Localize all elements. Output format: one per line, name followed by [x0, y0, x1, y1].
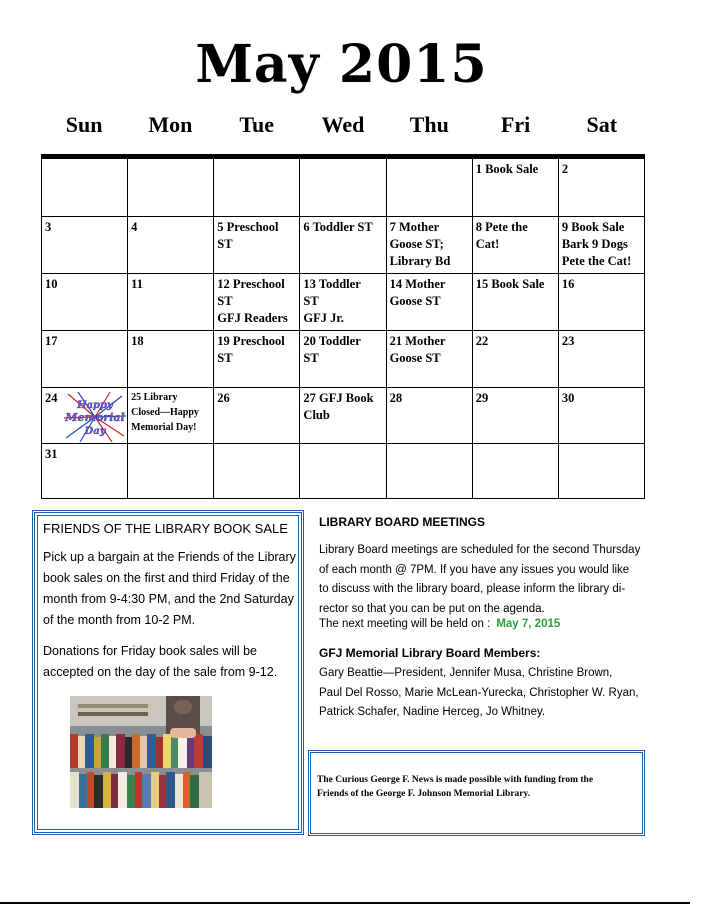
day-entry	[217, 333, 296, 350]
board-members-title: GFJ Memorial Library Board Members:	[319, 646, 541, 660]
event-text: Memorial Day!	[131, 422, 197, 433]
day-entry	[303, 219, 382, 236]
calendar-day-cell	[473, 444, 559, 499]
event-text: ST	[217, 351, 233, 365]
day-number: 18	[131, 334, 144, 348]
day-entry	[131, 390, 210, 405]
day-entry	[562, 390, 641, 407]
day-entry	[390, 390, 469, 407]
calendar-day-cell	[128, 444, 214, 499]
bottom-rule	[0, 902, 690, 904]
day-entry	[562, 219, 641, 236]
event-text: Cat!	[475, 237, 500, 251]
event-text: Book Sale	[485, 162, 539, 176]
day-number: 6	[303, 220, 310, 234]
calendar-day-cell	[128, 217, 214, 274]
calendar-day-cell	[559, 444, 645, 499]
day-entry	[303, 276, 382, 293]
board-body-line: Library Board meetings are scheduled for the second Thursday	[319, 544, 641, 556]
day-entry	[303, 390, 382, 407]
memorial-art-word: Memorial	[65, 411, 125, 424]
event-text: Pete the Cat!	[561, 254, 632, 268]
event-text: Goose ST	[389, 294, 441, 308]
day-number: 28	[389, 391, 403, 405]
calendar-day-cell	[559, 331, 645, 388]
calendar-day-cell	[300, 274, 386, 331]
event-text: Club	[303, 408, 330, 422]
memorial-art-word: Day	[84, 426, 106, 437]
day-number: 11	[131, 277, 143, 291]
calendar-day-cell	[387, 331, 473, 388]
page-title: May 2015	[195, 34, 488, 95]
day-number: 31	[45, 447, 58, 461]
event-text: GFJ Readers	[217, 311, 288, 325]
calendar-day-cell	[214, 444, 300, 499]
friends-p2-line: accepted on the day of the sale from 9-12.	[43, 665, 278, 679]
calendar-day-cell	[300, 217, 386, 274]
day-entry	[45, 276, 124, 293]
event-text: Bark 9 Dogs	[561, 237, 628, 251]
day-number: 3	[45, 220, 52, 234]
calendar-day-cell	[300, 331, 386, 388]
day-number: 26	[217, 391, 230, 405]
board-body-line: to discuss with the library board, please inform the library di-	[319, 583, 626, 595]
friends-p1-line: Pick up a bargain at the Friends of the Library	[43, 550, 296, 564]
day-entry	[476, 333, 555, 350]
calendar-day-cell	[387, 444, 473, 499]
event-text: Library	[143, 392, 178, 403]
day-entry	[390, 333, 469, 350]
event-text: ST	[303, 294, 319, 308]
board-members-line: Gary Beattie—President, Jennifer Musa, Christine Brown,	[319, 667, 613, 679]
board-body-line: rector so that you can be put on the agenda.	[319, 602, 545, 615]
board-body-line: of each month @ 7PM. If you have any issues you would like	[319, 563, 630, 576]
day-entry	[45, 446, 124, 463]
calendar-day-cell	[214, 274, 300, 331]
calendar-day-cell	[214, 388, 300, 444]
day-number: 15	[475, 277, 489, 291]
event-text: Mother	[398, 220, 440, 234]
friends-box-paragraph-2	[43, 641, 301, 683]
event-text: Goose ST	[389, 351, 441, 365]
calendar-day-cell	[42, 331, 128, 388]
calendar-day-cell	[387, 388, 473, 444]
next-meeting-date: May 7, 2015	[496, 618, 561, 630]
day-entry	[217, 219, 296, 236]
memorial-art-word: Happy	[77, 400, 113, 411]
day-number: 12	[217, 277, 230, 291]
friends-box-paragraph-1	[43, 547, 301, 631]
day-entry	[45, 333, 124, 350]
friends-book-sale-box	[32, 510, 304, 835]
calendar-day-cell	[387, 274, 473, 331]
event-text: ST	[303, 351, 319, 365]
book-sale-photo	[70, 696, 212, 808]
day-entry	[562, 161, 641, 178]
calendar-day-cell	[473, 388, 559, 444]
event-text: Toddler	[318, 277, 361, 291]
calendar-day-cell	[128, 388, 214, 444]
calendar-day-cell	[128, 159, 214, 217]
calendar-day-cell	[42, 217, 128, 274]
memorial-day-fireworks-icon	[64, 392, 126, 442]
day-number: 14	[389, 277, 403, 291]
event-text: Preschool	[232, 334, 285, 348]
event-text: ST	[217, 294, 233, 308]
event-text: Book Sale	[571, 220, 625, 234]
board-members-list	[319, 664, 649, 723]
dow-mon: Mon	[148, 112, 193, 137]
calendar-day-cell	[128, 274, 214, 331]
calendar-day-cell	[300, 388, 386, 444]
day-entry	[476, 219, 555, 236]
friends-p1-line: book sales on the first and third Friday of the	[43, 571, 290, 585]
day-number: 2	[561, 162, 569, 176]
funding-note-line: The Curious George F. News is made possible with funding from the	[317, 775, 594, 785]
funding-note-line: Friends of the George F. Johnson Memorial Library.	[317, 789, 531, 799]
event-text: Toddler	[318, 334, 361, 348]
calendar-day-cell	[473, 274, 559, 331]
day-entry	[476, 390, 555, 407]
day-number: 7	[389, 220, 396, 234]
dow-sun: Sun	[65, 112, 103, 137]
day-entry	[476, 276, 555, 293]
day-number: 22	[475, 334, 489, 348]
day-number: 20	[303, 334, 316, 348]
day-entry	[131, 333, 210, 350]
event-text: ST	[217, 237, 233, 251]
day-entry	[131, 276, 210, 293]
calendar-day-cell	[214, 159, 300, 217]
day-number: 27	[303, 391, 316, 405]
event-text: Mother	[405, 277, 446, 291]
event-text: Library Bd	[389, 254, 451, 268]
event-text: GFJ Book	[319, 391, 374, 405]
day-entry	[131, 219, 210, 236]
friends-p1-line: month from 9-4:30 PM, and the 2nd Saturday	[43, 592, 294, 606]
calendar-day-cell	[128, 331, 214, 388]
calendar-day-cell	[473, 159, 559, 217]
day-number: 8	[475, 220, 482, 234]
dow-tue: Tue	[239, 112, 275, 137]
calendar-day-cell	[300, 444, 386, 499]
event-text: Pete the	[485, 220, 528, 234]
day-number: 10	[45, 277, 58, 291]
friends-box-title: FRIENDS OF THE LIBRARY BOOK SALE	[43, 521, 288, 536]
event-text: Toddler ST	[312, 220, 373, 234]
next-meeting-line	[319, 618, 560, 630]
calendar-day-cell	[559, 388, 645, 444]
event-text: GFJ Jr.	[303, 311, 344, 325]
funding-note-text	[317, 773, 639, 801]
day-entry	[45, 219, 124, 236]
dow-sat: Sat	[586, 112, 618, 137]
board-meetings-title: LIBRARY BOARD MEETINGS	[319, 515, 486, 529]
day-number: 29	[475, 391, 489, 405]
board-members-line: Patrick Schafer, Nadine Herceg, Jo Whitney.	[319, 706, 546, 718]
event-text: Preschool	[232, 277, 285, 291]
calendar-day-cell	[559, 217, 645, 274]
event-text: Preschool	[226, 220, 279, 234]
day-number: 21	[389, 334, 403, 348]
event-text: Mother	[405, 334, 446, 348]
day-number: 9	[561, 220, 569, 234]
friends-p1-line: of the month from 10-2 PM.	[43, 613, 196, 627]
calendar-day-cell	[300, 159, 386, 217]
day-number: 30	[561, 391, 575, 405]
event-text: Goose ST;	[389, 237, 444, 251]
day-entry	[217, 276, 296, 293]
day-number: 13	[303, 277, 316, 291]
calendar-day-cell	[559, 274, 645, 331]
calendar-grid	[41, 159, 645, 499]
day-entry	[303, 333, 382, 350]
calendar	[41, 154, 645, 499]
event-text: Closed—Happy	[131, 407, 199, 418]
day-number: 23	[561, 334, 575, 348]
next-meeting-label: The next meeting will be held on :	[319, 618, 491, 630]
dow-wed: Wed	[321, 112, 365, 137]
event-text: Book Sale	[491, 277, 545, 291]
day-entry	[217, 390, 296, 407]
day-of-week-header	[41, 110, 645, 140]
calendar-day-cell	[559, 159, 645, 217]
day-number: 1	[475, 162, 482, 176]
day-number: 4	[131, 220, 138, 234]
friends-p2-line: Donations for Friday book sales will be	[43, 644, 257, 658]
calendar-day-cell	[473, 331, 559, 388]
calendar-day-cell	[42, 274, 128, 331]
day-number: 17	[45, 334, 58, 348]
calendar-day-cell	[42, 444, 128, 499]
day-number: 19	[217, 334, 230, 348]
calendar-day-cell	[42, 388, 128, 444]
board-members-line: Paul Del Rosso, Marie McLean-Yurecka, Christopher W. Ryan,	[319, 686, 639, 699]
calendar-day-cell	[42, 159, 128, 217]
board-meetings-body	[319, 541, 649, 619]
day-entry	[476, 161, 555, 178]
day-number: 25	[131, 392, 142, 403]
calendar-day-cell	[473, 217, 559, 274]
day-entry	[562, 276, 641, 293]
funding-note-box	[308, 750, 645, 836]
day-entry	[390, 219, 469, 236]
calendar-day-cell	[214, 217, 300, 274]
day-number: 5	[217, 220, 224, 234]
day-number: 24	[45, 391, 58, 405]
day-entry	[390, 276, 469, 293]
day-entry	[562, 333, 641, 350]
calendar-day-cell	[214, 331, 300, 388]
day-number: 16	[561, 277, 575, 291]
dow-thu: Thu	[409, 112, 449, 137]
dow-fri: Fri	[500, 112, 531, 137]
calendar-day-cell	[387, 217, 473, 274]
calendar-day-cell	[387, 159, 473, 217]
